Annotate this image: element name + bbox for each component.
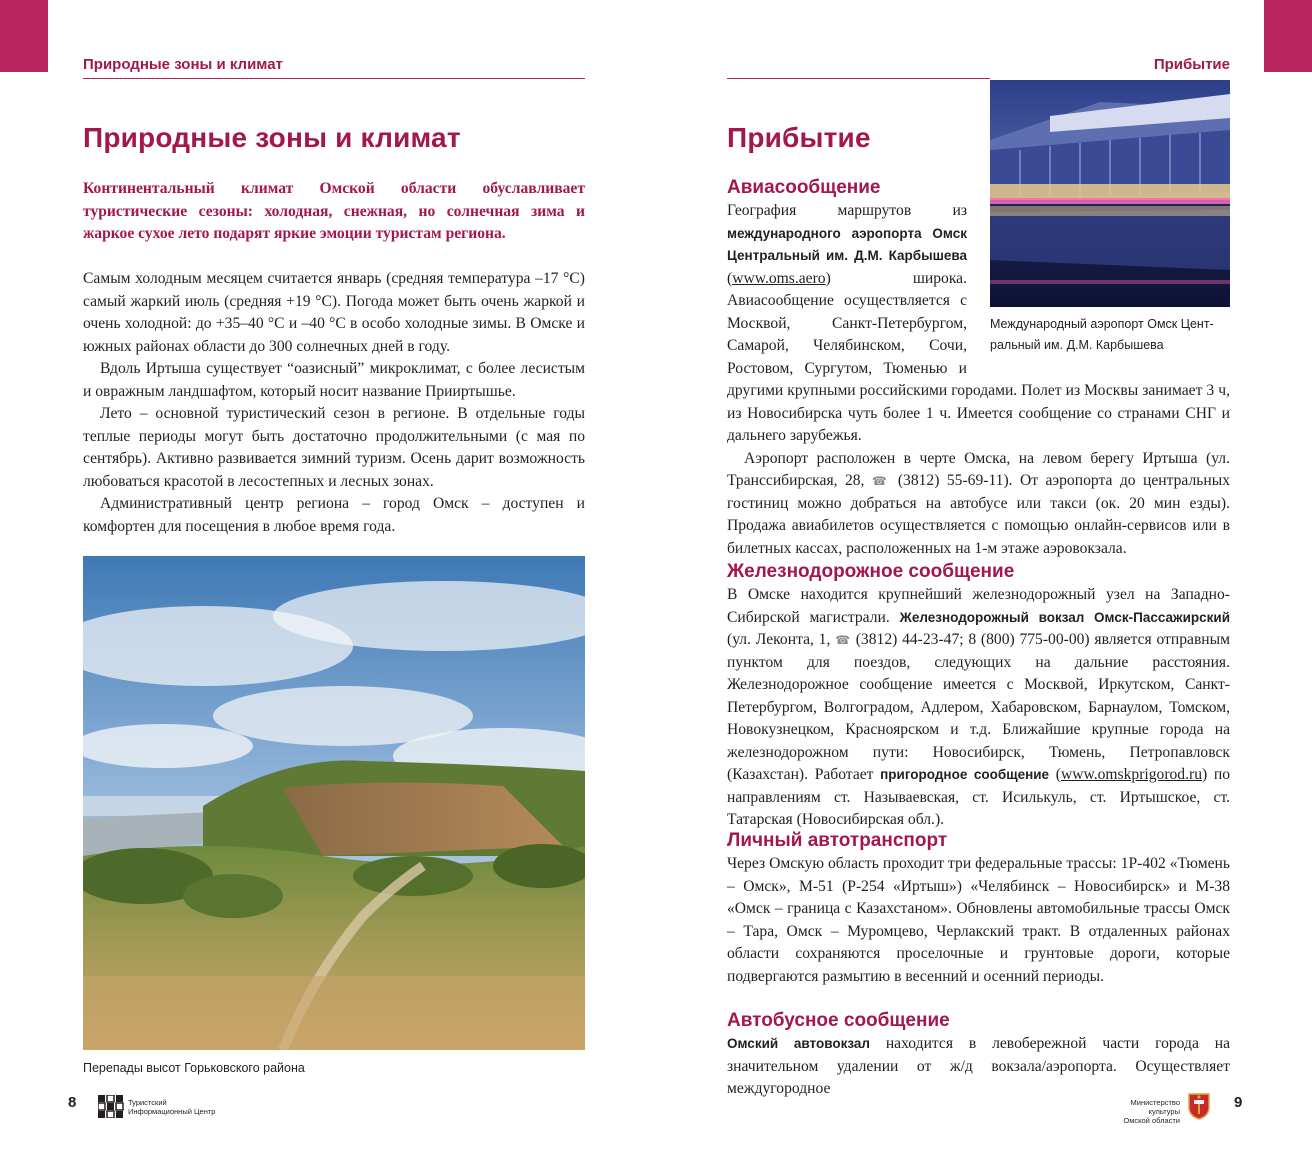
body-paragraph: Самым холодным месяцем считается январь (средняя температура –17 °С) самый жаркий июль (средняя +19 °С). Погода может быть очень жаркой и очень холодной: до +35–40 °С и –40 °С в особо холодные зимы. В Омске и южных районах области до 300 солнечных дней в году.	[83, 270, 585, 355]
right-page-title: Прибытие	[727, 122, 871, 153]
landscape-photo	[83, 556, 585, 1050]
landscape-illustration	[83, 556, 585, 1050]
air-text: (3812) 55-69-11). От аэропорта до центральных гостиниц можно добраться на автобусе или такси (ок. 20 мин езды). Продажа авиабилетов осуществляется с помощью онлайн-сервисов или в билетных кассах, расположенных на 1-м этаже аэровокзала.	[727, 472, 1230, 557]
phone-icon: ☎	[871, 474, 891, 488]
air-section	[727, 200, 1230, 560]
ministry-text	[1100, 1098, 1180, 1125]
photo-float-spacer	[967, 200, 1230, 380]
air-text: (	[727, 269, 733, 287]
tic-logo-icon	[98, 1095, 124, 1118]
rail-text: (3812) 44-23-47; 8 (800) 775-00-00) является отправным пунктом для поездов, следующих на дальние расстояния. Железнодорожное сообщение имеется с Москвой, Иркутском, Санкт-Петербургом, Волгоградом, Адлером, Хабаровском, Барнаулом, Томском, Новокузнецком, Красноярском и т.д. Ближайшие крупные города на железнодорожном пути: Новосибирск, Тюмень, Петропавловск (Казахстан). Работает	[727, 631, 1230, 783]
rail-text: (	[1049, 766, 1061, 783]
suburban-service-label: пригородное сообщение	[880, 767, 1050, 782]
right-corner-tab	[1264, 0, 1312, 72]
car-paragraph: Через Омскую область проходит три федеральные трассы: 1Р-402 «Тюмень – Омск», М-51 (Р-254 «Иртыш») «Челябинск – Новосибирск» и М-38 «Омск – граница с Казахстаном». Обновлены автомобильные трассы Омск – Тара, Омск – Муромцево, Черлакский тракт. В отдаленных районах области сохраняются проселочные и грунтовые дороги, которые подвергаются размытию в весенний и осенний периоды.	[727, 855, 1230, 985]
car-heading: Личный автотранспорт	[727, 830, 948, 851]
bus-text: находится в левобережной части города на значительном удалении от ж/д вокзала/аэропорта. Осуществляет междугородное	[727, 1035, 1230, 1097]
airport-caption-line2: ральный им. Д.М. Карбышева	[990, 338, 1164, 352]
bus-paragraph	[727, 1033, 1230, 1101]
ministry-line1: Министерство культуры	[1130, 1098, 1180, 1116]
left-body-text	[83, 268, 585, 538]
rail-text: (ул. Леконта, 1,	[727, 631, 836, 648]
landscape-photo-caption: Перепады высот Горьковского района	[83, 1061, 305, 1075]
air-text: Аэропорт расположен в черте Омска, на левом берегу Иртыша (ул. Транссибирская, 28,	[727, 449, 1230, 489]
rail-heading: Железнодорожное сообщение	[727, 561, 1015, 582]
rail-text: ) по направлениям ст. Называевская, ст. Исилькуль, ст. Иртышское, ст. Татарская (Новосибирская обл.).	[727, 766, 1231, 828]
lead-paragraph: Континентальный климат Омской области обуславливает туристические сезоны: холодная, снежная, но солнечная зима и жаркое сухое лето подарят яркие эмоции туристам региона.	[83, 180, 585, 242]
right-running-head: Прибытие	[1153, 56, 1230, 73]
air-heading: Авиасообщение	[727, 177, 881, 198]
ministry-line2: Омской области	[1123, 1116, 1180, 1125]
air-text: ) широка. Авиасообщение осуществляется с Москвой, Санкт-Петербургом, Самарой, Челябинском, Сочи, Ростовом, Сургутом, Тюменью и другими крупными российскими городами. Полет из Москвы занимает 3 ч, из Новосибирска чуть более 1 ч. Имеется сообщение со странами СНГ и дальнего зарубежья.	[727, 269, 1230, 444]
bus-station-name: Омский автовокзал	[727, 1036, 870, 1051]
bus-heading: Автобусное сообщение	[727, 1010, 950, 1031]
left-running-head: Природные зоны и климат	[83, 56, 283, 73]
airport-caption-line1: Международный аэропорт Омск Цент-	[990, 317, 1214, 331]
tic-logo-text	[128, 1098, 215, 1116]
airport-name: международного аэропорта Омск Центральный им. Д.М. Карбышева	[727, 225, 967, 263]
rail-text: В Омске находится крупнейший железнодорожный узел на Западно-Сибирской магистрали.	[727, 586, 1230, 626]
bus-section	[727, 1033, 1230, 1101]
car-section	[727, 853, 1230, 988]
right-header-rule	[727, 78, 990, 79]
suburban-website-link[interactable]: www.omskprigorod.ru	[1060, 766, 1202, 783]
rail-station-name: Железнодорожный вокзал Омск-Пассажирский	[899, 609, 1230, 625]
air-paragraph-2	[727, 448, 1230, 561]
tic-logo-line1: Туристский	[128, 1098, 167, 1107]
left-page-title: Природные зоны и климат	[83, 122, 461, 153]
left-header-rule	[83, 78, 585, 79]
rail-paragraph	[727, 584, 1230, 832]
air-text: География маршрутов из	[727, 202, 967, 219]
body-paragraph: Вдоль Иртыша существует “оазисный” микроклимат, с более лесистым и овражным ландшафтом, который носит название Прииртышье.	[83, 360, 585, 400]
tic-logo-line2: Информационный Центр	[128, 1107, 216, 1116]
coat-of-arms-icon	[1187, 1092, 1211, 1120]
body-paragraph: Административный центр региона – город Омск – доступен и комфортен для посещения в любое время года.	[83, 495, 585, 535]
rail-section	[727, 584, 1230, 832]
phone-icon: ☎	[835, 633, 851, 647]
left-page-number: 8	[68, 1094, 77, 1111]
body-paragraph: Лето – основной туристический сезон в регионе. В отдельные годы теплые периоды могут быть достаточно продолжительными (с мая по сентябрь). Активно развивается зимний туризм. Осень дарит возможность любоваться красотой в лесостепных и лесных зонах.	[83, 405, 585, 490]
left-corner-tab	[0, 0, 48, 72]
right-page-number: 9	[1234, 1094, 1243, 1111]
airport-website-link[interactable]: www.oms.aero	[732, 269, 826, 287]
